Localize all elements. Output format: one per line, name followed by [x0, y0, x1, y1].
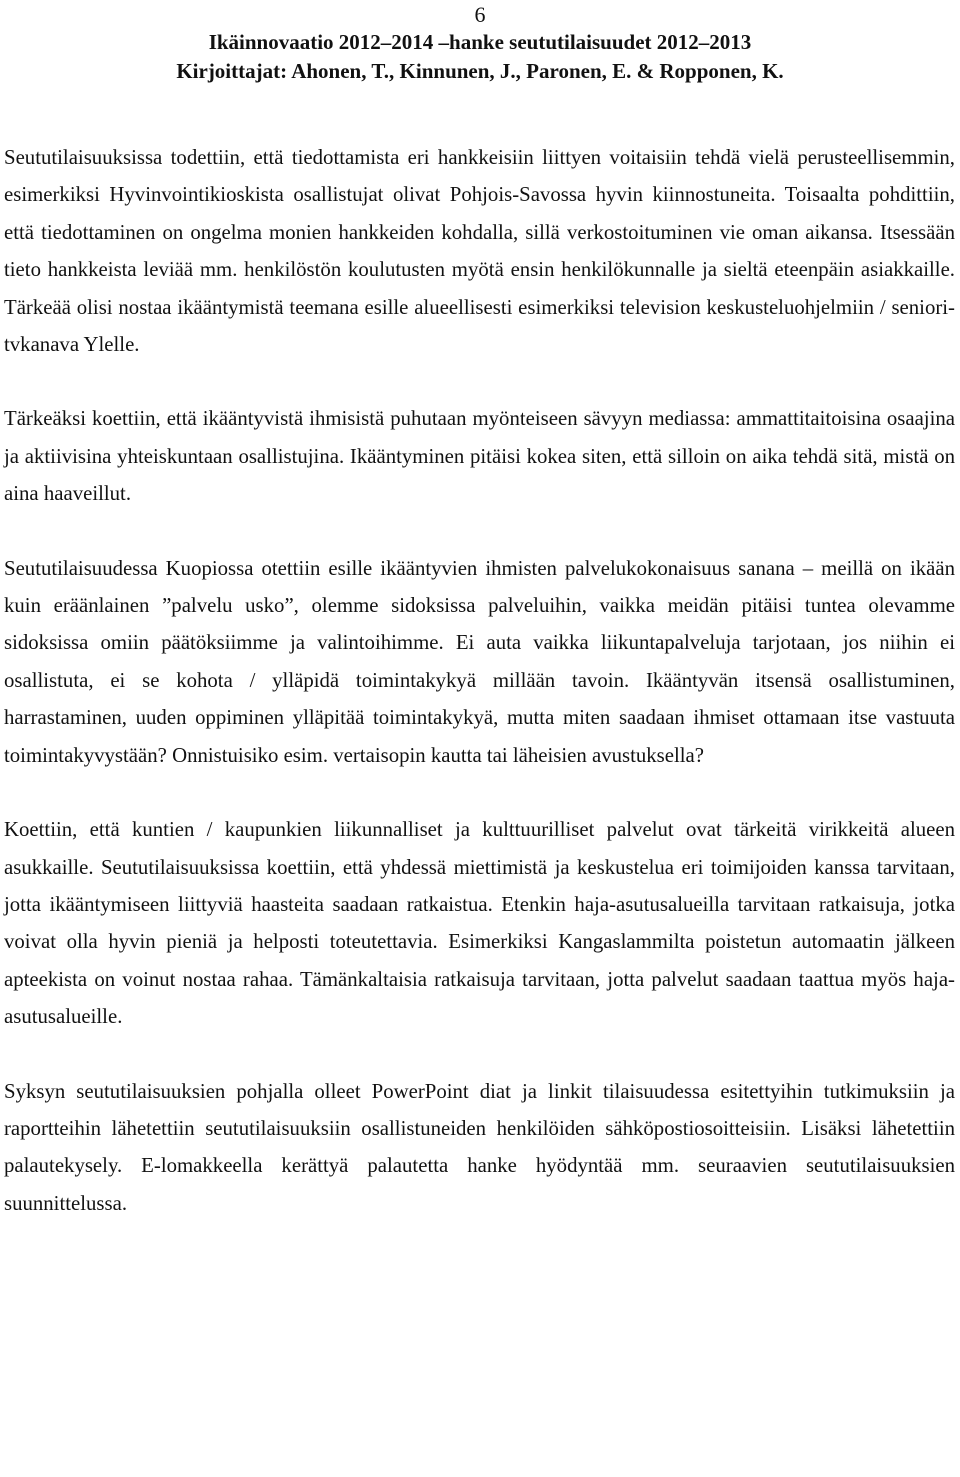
paragraph-gap [4, 774, 955, 811]
page-number: 6 [474, 2, 486, 27]
paragraph-communication: Seututilaisuuksissa todettiin, että tiedottamista eri hankkeisiin liittyen voitaisiin tehdä vielä perusteellisemmin, esimerkiksi Hyvinvointikioskista osallistujat olivat Pohjois-Savossa hyvin kiinnostuneita. Toisaalta pohdittiin, että tiedottaminen on ongelma monien hankkeiden kohdalla, sillä verkostoituminen vie oman aikansa. Itsessään tieto hankkeista leviää mm. henkilöstön koulutusten myötä ensin henkilökunnalle ja sieltä eteenpäin asiakkaille. Tärkeää olisi nostaa ikääntymistä teemana esille alueellisesti esimerkiksi television keskusteluohjelmiin / seniori-tvkanava Ylelle. [4, 146, 955, 357]
page-header [0, 0, 960, 86]
paragraph-gap [4, 1036, 955, 1073]
paragraph-gap [4, 363, 955, 400]
paragraph-municipal-services: Koettiin, että kuntien / kaupunkien liikunnalliset ja kulttuurilliset palvelut ovat tärkeitä virikkeitä alueen asukkaille. Seututilaisuuksissa koettiin, että yhdessä miettimistä ja keskustelua eri toimijoiden kanssa tarvitaan, jotta ikääntymiseen liittyviä haasteita saadaan ratkaistua. Etenkin haja-asutusalueilla tarvitaan ratkaisuja, jotka voivat olla hyvin pieniä ja helposti toteutettavia. Esimerkiksi Kangaslammilta poistetun automaatin jälkeen apteekista on voinut nostaa rahaa. Tämänkaltaisia ratkaisuja tarvitaan, jotta palvelut saadaan taattua myös haja-asutusalueille. [4, 818, 955, 1029]
body-text [4, 139, 955, 1222]
paragraph-media-image: Tärkeäksi koettiin, että ikääntyvistä ihmisistä puhutaan myönteiseen sävyyn mediassa: ammattitaitoisina osaajina ja aktiivisina yhteiskuntaan osallistujina. Ikääntyminen pitäisi kokea siten, että silloin on aika tehdä sitä, mistä on aina haaveillut. [4, 407, 955, 506]
paragraph-kuopio-services: Seututilaisuudessa Kuopiossa otettiin esille ikääntyvien ihmisten palvelukokonaisuus sanana – meillä on ikään kuin eräänlainen ”palvelu usko”, olemme sidoksissa palveluihin, vaikka meidän pitäisi tuntea olevamme sidoksissa omiin päätöksiimme ja valintoihimme. Ei auta vaikka liikuntapalveluja tarjotaan, jos niihin ei osallistuta, ei se kohota / ylläpidä toimintakykyä millään tavoin. Ikääntyvän itsensä osallistuminen, harrastaminen, uuden oppiminen ylläpitää toimintakykyä, mutta miten saadaan ihmiset ottamaan itse vastuuta toimintakyvystään? Onnistuisiko esim. vertaisopin kautta tai läheisien avustuksella? [4, 556, 955, 767]
paragraph-gap [4, 513, 955, 550]
header-authors: Kirjoittajat: Ahonen, T., Kinnunen, J., Paronen, E. & Ropponen, K. [176, 59, 784, 83]
paragraph-follow-up: Syksyn seututilaisuuksien pohjalla olleet PowerPoint diat ja linkit tilaisuudessa esitettyihin tutkimuksiin ja raportteihin lähetettiin seututilaisuuksiin osallistuneiden henkilöiden sähköpostiosoitteisiin. Lisäksi lähetettiin palautekysely. E-lomakkeella kerättyä palautetta hanke hyödyntää mm. seuraavien seututilaisuuksien suunnittelussa. [4, 1079, 955, 1215]
header-title: Ikäinnovaatio 2012–2014 –hanke seututilaisuudet 2012–2013 [208, 30, 752, 54]
